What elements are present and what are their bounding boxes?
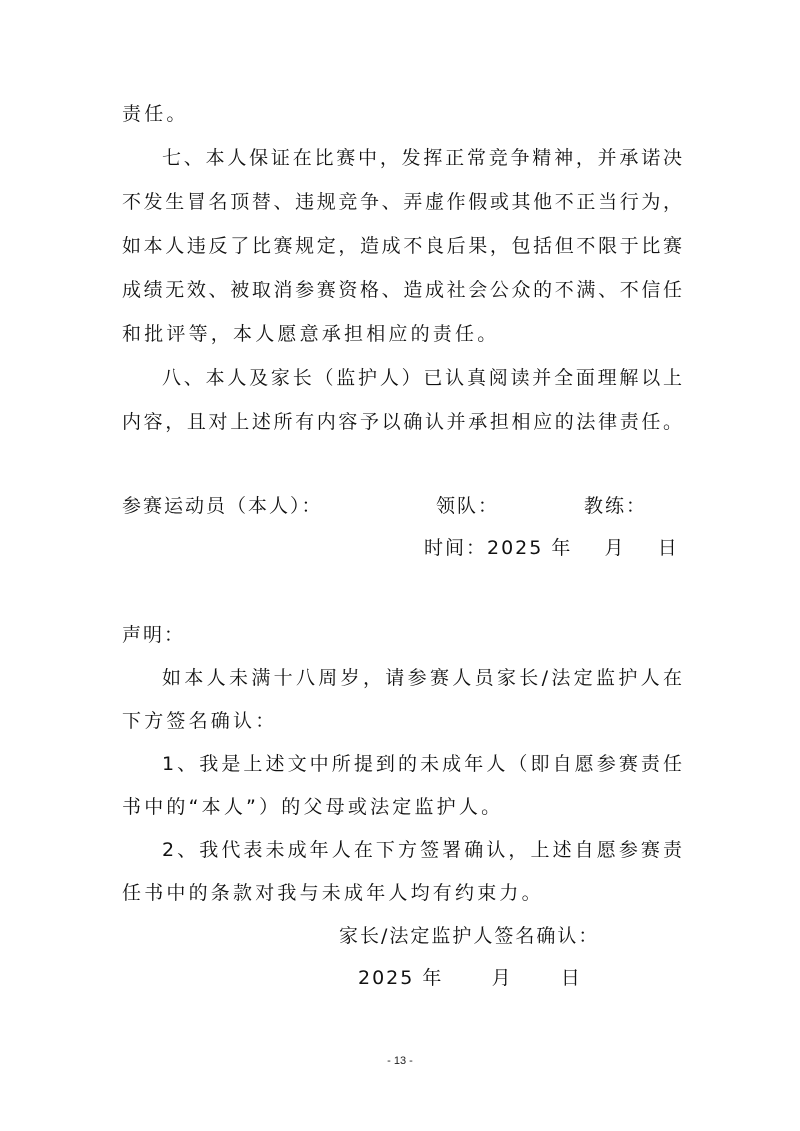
statement-heading: 声明： xyxy=(122,624,186,646)
guardian-signature-label: 家长/法定监护人签名确认： xyxy=(339,925,600,947)
paragraph-line: 如本人违反了比赛规定，造成不良后果，包括但不限于比赛 xyxy=(122,235,682,257)
paragraph-line: 八、本人及家长（监护人）已认真阅读并全面理解以上 xyxy=(162,367,682,389)
statement-line: 书中的“本人”）的父母或法定监护人。 xyxy=(122,796,504,818)
leader-signature-label: 领队： xyxy=(436,495,500,517)
statement-line: 如本人未满十八周岁，请参赛人员家长/法定监护人在 xyxy=(162,667,682,689)
paragraph-line: 和批评等，本人愿意承担相应的责任。 xyxy=(122,323,500,345)
paragraph-line: 成绩无效、被取消参赛资格、造成社会公众的不满、不信任 xyxy=(122,279,682,301)
statement-line: 1、我是上述文中所提到的未成年人（即自愿参赛责任 xyxy=(162,753,682,775)
guardian-signature-date: 2025 年 月 日 xyxy=(358,967,582,989)
coach-signature-label: 教练： xyxy=(584,495,648,517)
statement-line: 下方签名确认： xyxy=(122,710,278,732)
paragraph-line: 七、本人保证在比赛中，发挥正常竞争精神，并承诺决 xyxy=(162,147,682,169)
paragraph-line: 不发生冒名顶替、违规竞争、弄虚作假或其他不正当行为， xyxy=(122,191,682,213)
statement-line: 任书中的条款对我与未成年人均有约束力。 xyxy=(122,882,544,904)
page-number: - 13 - xyxy=(387,1055,413,1067)
paragraph-line: 责任。 xyxy=(122,103,189,125)
signature-date: 时间：2025 年 月 日 xyxy=(424,537,679,559)
paragraph-line: 内容，且对上述所有内容予以确认并承担相应的法律责任。 xyxy=(122,411,682,433)
statement-line: 2、我代表未成年人在下方签署确认，上述自愿参赛责 xyxy=(162,839,682,861)
athlete-signature-label: 参赛运动员（本人）： xyxy=(122,495,323,517)
